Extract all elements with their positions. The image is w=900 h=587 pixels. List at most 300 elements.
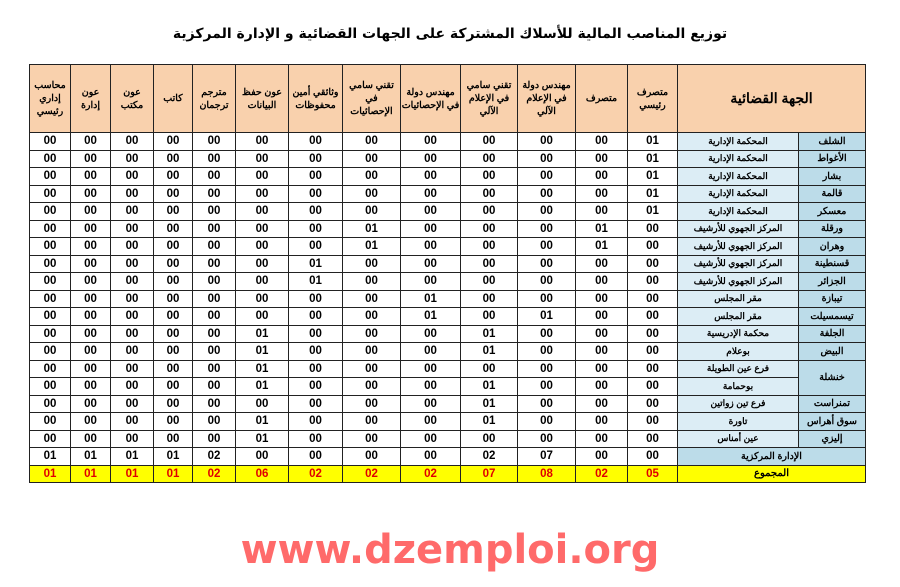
value-cell: 00 xyxy=(518,168,576,186)
value-cell: 00 xyxy=(236,133,289,151)
table-row xyxy=(30,378,866,396)
value-cell: 00 xyxy=(193,273,236,291)
value-cell: 00 xyxy=(401,133,461,151)
column-header: مهندس دولة في الإعلام الآلي xyxy=(518,65,576,133)
value-cell: 00 xyxy=(628,220,678,238)
value-cell: 00 xyxy=(236,395,289,413)
value-cell: 00 xyxy=(628,308,678,326)
value-cell: 00 xyxy=(193,185,236,203)
value-cell: 00 xyxy=(30,133,71,151)
value-cell: 00 xyxy=(289,220,343,238)
entity-cell: فرع تين زواتين xyxy=(678,395,799,413)
value-cell: 00 xyxy=(30,220,71,238)
entity-cell: المركز الجهوي للأرشيف xyxy=(678,238,799,256)
value-cell: 00 xyxy=(343,430,401,448)
value-cell: 00 xyxy=(401,203,461,221)
value-cell: 00 xyxy=(111,413,154,431)
column-header: محاسب إداري رئيسي xyxy=(30,65,71,133)
value-cell: 00 xyxy=(461,203,518,221)
column-header: تقني سامي في الإعلام الآلي xyxy=(461,65,518,133)
table-row xyxy=(30,325,866,343)
value-cell: 00 xyxy=(154,430,193,448)
value-cell: 00 xyxy=(343,290,401,308)
value-cell: 00 xyxy=(71,413,111,431)
value-cell: 00 xyxy=(343,203,401,221)
value-cell: 00 xyxy=(518,395,576,413)
total-value-cell: 01 xyxy=(111,465,154,483)
region-cell: معسكر xyxy=(799,203,866,221)
value-cell: 00 xyxy=(576,290,628,308)
value-cell: 00 xyxy=(518,360,576,378)
table-row xyxy=(30,413,866,431)
value-cell: 01 xyxy=(236,430,289,448)
value-cell: 00 xyxy=(193,290,236,308)
total-value-cell: 02 xyxy=(289,465,343,483)
value-cell: 00 xyxy=(71,203,111,221)
total-value-cell: 02 xyxy=(401,465,461,483)
value-cell: 00 xyxy=(628,325,678,343)
value-cell: 00 xyxy=(576,203,628,221)
value-cell: 00 xyxy=(111,360,154,378)
value-cell: 00 xyxy=(71,133,111,151)
value-cell: 00 xyxy=(30,273,71,291)
value-cell: 00 xyxy=(30,255,71,273)
region-cell: الشلف xyxy=(799,133,866,151)
value-cell: 00 xyxy=(30,325,71,343)
value-cell: 00 xyxy=(289,430,343,448)
value-cell: 00 xyxy=(576,150,628,168)
value-cell: 00 xyxy=(30,395,71,413)
header-row xyxy=(30,65,866,133)
value-cell: 01 xyxy=(628,203,678,221)
value-cell: 00 xyxy=(111,168,154,186)
value-cell: 01 xyxy=(236,413,289,431)
value-cell: 01 xyxy=(461,413,518,431)
value-cell: 00 xyxy=(461,360,518,378)
table-row xyxy=(30,343,866,361)
value-cell: 00 xyxy=(518,343,576,361)
value-cell: 00 xyxy=(154,308,193,326)
table-row xyxy=(30,133,866,151)
region-cell: الأغواط xyxy=(799,150,866,168)
region-cell: الجلفة xyxy=(799,325,866,343)
value-cell: 00 xyxy=(111,185,154,203)
region-cell: إليزي xyxy=(799,430,866,448)
value-cell: 00 xyxy=(71,220,111,238)
entity-cell: المركز الجهوي للأرشيف xyxy=(678,273,799,291)
value-cell: 00 xyxy=(343,448,401,466)
value-cell: 00 xyxy=(343,150,401,168)
value-cell: 00 xyxy=(289,378,343,396)
value-cell: 00 xyxy=(289,325,343,343)
value-cell: 01 xyxy=(401,290,461,308)
value-cell: 00 xyxy=(401,325,461,343)
value-cell: 00 xyxy=(576,133,628,151)
value-cell: 00 xyxy=(628,430,678,448)
value-cell: 00 xyxy=(401,238,461,256)
value-cell: 00 xyxy=(289,203,343,221)
value-cell: 00 xyxy=(193,238,236,256)
value-cell: 00 xyxy=(193,308,236,326)
central-admin-label: الإدارة المركزية xyxy=(678,448,866,466)
value-cell: 00 xyxy=(154,185,193,203)
column-header: مهندس دولة في الإحصائيات xyxy=(401,65,461,133)
value-cell: 00 xyxy=(154,133,193,151)
value-cell: 00 xyxy=(576,308,628,326)
value-cell: 00 xyxy=(518,220,576,238)
total-value-cell: 02 xyxy=(193,465,236,483)
value-cell: 00 xyxy=(518,203,576,221)
value-cell: 02 xyxy=(193,448,236,466)
entity-cell: المحكمة الإدارية xyxy=(678,203,799,221)
value-cell: 00 xyxy=(154,395,193,413)
value-cell: 00 xyxy=(628,360,678,378)
value-cell: 00 xyxy=(71,290,111,308)
value-cell: 00 xyxy=(461,273,518,291)
value-cell: 00 xyxy=(71,378,111,396)
value-cell: 00 xyxy=(111,308,154,326)
value-cell: 00 xyxy=(461,308,518,326)
value-cell: 00 xyxy=(236,238,289,256)
value-cell: 01 xyxy=(461,325,518,343)
value-cell: 00 xyxy=(461,238,518,256)
column-header: متصرف xyxy=(576,65,628,133)
value-cell: 00 xyxy=(401,273,461,291)
value-cell: 00 xyxy=(289,238,343,256)
value-cell: 00 xyxy=(154,360,193,378)
value-cell: 00 xyxy=(154,238,193,256)
document-title: توزيع المناصب المالية للأسلاك المشتركة على الجهات القضائية و الإدارة المركزية xyxy=(172,26,728,42)
value-cell: 00 xyxy=(343,360,401,378)
column-header: كاتب xyxy=(154,65,193,133)
value-cell: 00 xyxy=(401,430,461,448)
region-cell: سوق أهراس xyxy=(799,413,866,431)
value-cell: 00 xyxy=(111,133,154,151)
value-cell: 01 xyxy=(401,308,461,326)
value-cell: 00 xyxy=(628,343,678,361)
entity-cell: بوحمامة xyxy=(678,378,799,396)
value-cell: 00 xyxy=(518,185,576,203)
column-header: تقني سامي في الإحصائيات xyxy=(343,65,401,133)
column-header: عون إدارة xyxy=(71,65,111,133)
value-cell: 00 xyxy=(154,255,193,273)
value-cell: 00 xyxy=(111,273,154,291)
value-cell: 00 xyxy=(461,255,518,273)
value-cell: 00 xyxy=(401,343,461,361)
value-cell: 00 xyxy=(343,168,401,186)
value-cell: 00 xyxy=(71,238,111,256)
region-cell: خنشلة xyxy=(799,360,866,395)
value-cell: 00 xyxy=(193,395,236,413)
value-cell: 00 xyxy=(30,308,71,326)
value-cell: 01 xyxy=(236,325,289,343)
value-cell: 00 xyxy=(71,255,111,273)
value-cell: 00 xyxy=(401,413,461,431)
value-cell: 00 xyxy=(343,133,401,151)
value-cell: 00 xyxy=(111,238,154,256)
value-cell: 00 xyxy=(628,395,678,413)
entity-cell: المركز الجهوي للأرشيف xyxy=(678,220,799,238)
value-cell: 00 xyxy=(343,395,401,413)
value-cell: 00 xyxy=(193,168,236,186)
value-cell: 01 xyxy=(71,448,111,466)
value-cell: 00 xyxy=(628,255,678,273)
entity-cell: مقر المجلس xyxy=(678,308,799,326)
value-cell: 00 xyxy=(576,168,628,186)
value-cell: 00 xyxy=(193,343,236,361)
value-cell: 00 xyxy=(30,378,71,396)
value-cell: 00 xyxy=(628,378,678,396)
entity-cell: عين أمناس xyxy=(678,430,799,448)
value-cell: 00 xyxy=(236,150,289,168)
value-cell: 00 xyxy=(461,168,518,186)
value-cell: 00 xyxy=(289,150,343,168)
value-cell: 01 xyxy=(461,343,518,361)
value-cell: 00 xyxy=(461,290,518,308)
region-cell: بشار xyxy=(799,168,866,186)
value-cell: 00 xyxy=(193,360,236,378)
value-cell: 00 xyxy=(111,203,154,221)
value-cell: 00 xyxy=(193,413,236,431)
value-cell: 00 xyxy=(461,150,518,168)
value-cell: 00 xyxy=(236,448,289,466)
value-cell: 00 xyxy=(289,185,343,203)
value-cell: 00 xyxy=(628,448,678,466)
value-cell: 00 xyxy=(154,168,193,186)
watermark-text: www.dzemploi.org xyxy=(240,527,660,573)
value-cell: 00 xyxy=(518,325,576,343)
table-row xyxy=(30,185,866,203)
value-cell: 01 xyxy=(289,273,343,291)
value-cell: 00 xyxy=(236,203,289,221)
value-cell: 00 xyxy=(343,273,401,291)
value-cell: 01 xyxy=(236,343,289,361)
value-cell: 01 xyxy=(461,395,518,413)
table-row xyxy=(30,395,866,413)
value-cell: 00 xyxy=(289,290,343,308)
value-cell: 00 xyxy=(71,168,111,186)
region-cell: قالمة xyxy=(799,185,866,203)
value-cell: 00 xyxy=(30,150,71,168)
value-cell: 00 xyxy=(289,413,343,431)
region-cell: ورقلة xyxy=(799,220,866,238)
total-value-cell: 05 xyxy=(628,465,678,483)
total-value-cell: 01 xyxy=(154,465,193,483)
value-cell: 00 xyxy=(236,308,289,326)
region-cell: وهران xyxy=(799,238,866,256)
entity-cell: المحكمة الإدارية xyxy=(678,133,799,151)
value-cell: 00 xyxy=(71,360,111,378)
table-row xyxy=(30,308,866,326)
column-header: متصرف رئيسي xyxy=(628,65,678,133)
value-cell: 00 xyxy=(154,290,193,308)
value-cell: 00 xyxy=(576,325,628,343)
value-cell: 01 xyxy=(154,448,193,466)
total-value-cell: 01 xyxy=(71,465,111,483)
value-cell: 00 xyxy=(401,185,461,203)
entity-cell: محكمة الإدريسية xyxy=(678,325,799,343)
value-cell: 00 xyxy=(30,343,71,361)
value-cell: 01 xyxy=(289,255,343,273)
value-cell: 00 xyxy=(71,325,111,343)
value-cell: 00 xyxy=(343,325,401,343)
value-cell: 00 xyxy=(71,430,111,448)
value-cell: 00 xyxy=(343,343,401,361)
header-jurisdiction: الجهة القضائية xyxy=(678,65,866,133)
value-cell: 00 xyxy=(236,168,289,186)
value-cell: 00 xyxy=(30,168,71,186)
region-cell: البيض xyxy=(799,343,866,361)
value-cell: 01 xyxy=(343,238,401,256)
value-cell: 00 xyxy=(461,185,518,203)
value-cell: 00 xyxy=(111,343,154,361)
value-cell: 01 xyxy=(576,220,628,238)
value-cell: 00 xyxy=(193,255,236,273)
value-cell: 00 xyxy=(30,430,71,448)
value-cell: 00 xyxy=(71,308,111,326)
total-label: المجموع xyxy=(678,465,866,483)
value-cell: 01 xyxy=(30,448,71,466)
value-cell: 00 xyxy=(193,150,236,168)
value-cell: 00 xyxy=(30,185,71,203)
value-cell: 00 xyxy=(289,395,343,413)
value-cell: 01 xyxy=(628,168,678,186)
value-cell: 00 xyxy=(289,168,343,186)
region-cell: تمنراست xyxy=(799,395,866,413)
value-cell: 00 xyxy=(193,378,236,396)
value-cell: 00 xyxy=(154,325,193,343)
value-cell: 00 xyxy=(154,343,193,361)
region-cell: الجزائر xyxy=(799,273,866,291)
value-cell: 01 xyxy=(628,185,678,203)
entity-cell: المركز الجهوي للأرشيف xyxy=(678,255,799,273)
total-value-cell: 06 xyxy=(236,465,289,483)
entity-cell: مقر المجلس xyxy=(678,290,799,308)
value-cell: 00 xyxy=(193,133,236,151)
value-cell: 00 xyxy=(461,133,518,151)
value-cell: 00 xyxy=(401,255,461,273)
column-header: عون حفظ البيانات xyxy=(236,65,289,133)
value-cell: 00 xyxy=(461,220,518,238)
value-cell: 00 xyxy=(518,290,576,308)
positions-table xyxy=(29,64,866,483)
value-cell: 00 xyxy=(289,448,343,466)
value-cell: 00 xyxy=(193,220,236,238)
table-row xyxy=(30,448,866,466)
value-cell: 00 xyxy=(343,308,401,326)
value-cell: 00 xyxy=(236,290,289,308)
entity-cell: المحكمة الإدارية xyxy=(678,168,799,186)
value-cell: 00 xyxy=(111,255,154,273)
value-cell: 00 xyxy=(576,448,628,466)
value-cell: 00 xyxy=(111,378,154,396)
value-cell: 00 xyxy=(111,430,154,448)
value-cell: 00 xyxy=(30,360,71,378)
table-row xyxy=(30,220,866,238)
table-row xyxy=(30,150,866,168)
value-cell: 00 xyxy=(289,308,343,326)
value-cell: 00 xyxy=(71,395,111,413)
table-row xyxy=(30,203,866,221)
value-cell: 00 xyxy=(343,185,401,203)
value-cell: 00 xyxy=(193,203,236,221)
value-cell: 00 xyxy=(154,220,193,238)
total-row xyxy=(30,465,866,483)
value-cell: 00 xyxy=(518,378,576,396)
value-cell: 00 xyxy=(518,413,576,431)
value-cell: 00 xyxy=(518,255,576,273)
value-cell: 00 xyxy=(576,360,628,378)
value-cell: 01 xyxy=(628,150,678,168)
total-value-cell: 02 xyxy=(576,465,628,483)
value-cell: 01 xyxy=(461,378,518,396)
value-cell: 00 xyxy=(518,150,576,168)
column-header: وثائقي أمين محفوظات xyxy=(289,65,343,133)
table-row xyxy=(30,430,866,448)
value-cell: 07 xyxy=(518,448,576,466)
value-cell: 00 xyxy=(236,185,289,203)
value-cell: 01 xyxy=(576,238,628,256)
value-cell: 00 xyxy=(30,203,71,221)
value-cell: 00 xyxy=(111,150,154,168)
table-row xyxy=(30,290,866,308)
value-cell: 00 xyxy=(518,238,576,256)
column-header: عون مكتب xyxy=(111,65,154,133)
value-cell: 00 xyxy=(576,343,628,361)
value-cell: 00 xyxy=(111,395,154,413)
value-cell: 00 xyxy=(576,413,628,431)
value-cell: 00 xyxy=(154,378,193,396)
value-cell: 00 xyxy=(30,290,71,308)
value-cell: 00 xyxy=(401,360,461,378)
region-cell: قسنطينة xyxy=(799,255,866,273)
value-cell: 00 xyxy=(461,430,518,448)
entity-cell: فرع عين الطويلة xyxy=(678,360,799,378)
entity-cell: المحكمة الإدارية xyxy=(678,150,799,168)
value-cell: 01 xyxy=(628,133,678,151)
table-row xyxy=(30,273,866,291)
value-cell: 00 xyxy=(628,273,678,291)
value-cell: 00 xyxy=(289,343,343,361)
value-cell: 00 xyxy=(193,430,236,448)
value-cell: 00 xyxy=(30,238,71,256)
value-cell: 01 xyxy=(236,360,289,378)
value-cell: 00 xyxy=(343,255,401,273)
value-cell: 00 xyxy=(401,378,461,396)
value-cell: 00 xyxy=(401,395,461,413)
value-cell: 00 xyxy=(518,430,576,448)
value-cell: 00 xyxy=(628,290,678,308)
table-row xyxy=(30,255,866,273)
value-cell: 00 xyxy=(576,185,628,203)
value-cell: 00 xyxy=(401,448,461,466)
entity-cell: المحكمة الإدارية xyxy=(678,185,799,203)
total-value-cell: 02 xyxy=(343,465,401,483)
value-cell: 00 xyxy=(401,150,461,168)
value-cell: 00 xyxy=(236,220,289,238)
value-cell: 00 xyxy=(343,413,401,431)
value-cell: 01 xyxy=(343,220,401,238)
value-cell: 00 xyxy=(343,378,401,396)
value-cell: 01 xyxy=(236,378,289,396)
value-cell: 00 xyxy=(71,343,111,361)
total-value-cell: 07 xyxy=(461,465,518,483)
value-cell: 00 xyxy=(111,220,154,238)
value-cell: 01 xyxy=(111,448,154,466)
value-cell: 00 xyxy=(576,430,628,448)
table-row xyxy=(30,238,866,256)
value-cell: 00 xyxy=(154,273,193,291)
